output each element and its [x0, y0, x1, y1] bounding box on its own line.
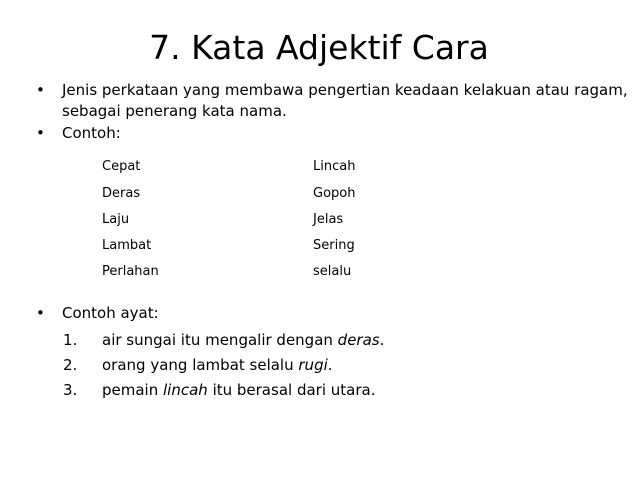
word-left-2: Deras [102, 186, 141, 201]
bullet-symbol: • [36, 124, 45, 142]
word-left-1: Cepat [102, 159, 141, 174]
sentence-number-2: 2. [63, 356, 78, 374]
sentence-2 [102, 355, 333, 376]
sentence-number-3: 3. [63, 381, 78, 399]
sentence-number-1: 1. [63, 331, 78, 349]
bullet-sentences-heading [36, 303, 236, 325]
sentence-1-text: air sungai itu mengalir dengan [102, 331, 338, 349]
sentence-1-emphasis: deras [337, 331, 380, 349]
bullet-symbol: • [36, 81, 45, 99]
bullet-symbol: • [36, 304, 45, 322]
examples-heading: Contoh: [62, 124, 121, 142]
sentence-1-end: . [379, 331, 385, 349]
word-right-3: Jelas [313, 212, 344, 227]
definition-line-2: sebagai penerang kata nama. [62, 102, 287, 120]
sentence-3 [102, 380, 375, 401]
word-right-4: Sering [313, 238, 355, 253]
word-left-5: Perlahan [102, 264, 159, 279]
sentences-heading: Contoh ayat: [62, 304, 159, 322]
sentence-3-emphasis: lincah [163, 381, 208, 399]
sentence-2-text: orang yang lambat selalu [102, 356, 299, 374]
sentence-3-end: itu berasal dari utara. [207, 381, 376, 399]
bullet-examples-heading [36, 123, 236, 145]
definition-line-1: Jenis perkataan yang membawa pengertian keadaan kelakuan atau ragam, [62, 81, 628, 99]
word-right-1: Lincah [313, 159, 356, 174]
sentence-2-end: . [327, 356, 333, 374]
sentence-2-emphasis: rugi [298, 356, 328, 374]
bullet-definition [36, 80, 628, 124]
slide-title: 7. Kata Adjektif Cara [149, 28, 489, 67]
word-right-2: Gopoh [313, 186, 356, 201]
word-left-4: Lambat [102, 238, 152, 253]
sentence-3-text: pemain [102, 381, 163, 399]
word-right-5: selalu [313, 264, 352, 279]
word-left-3: Laju [102, 212, 130, 227]
sentence-1 [102, 330, 384, 351]
